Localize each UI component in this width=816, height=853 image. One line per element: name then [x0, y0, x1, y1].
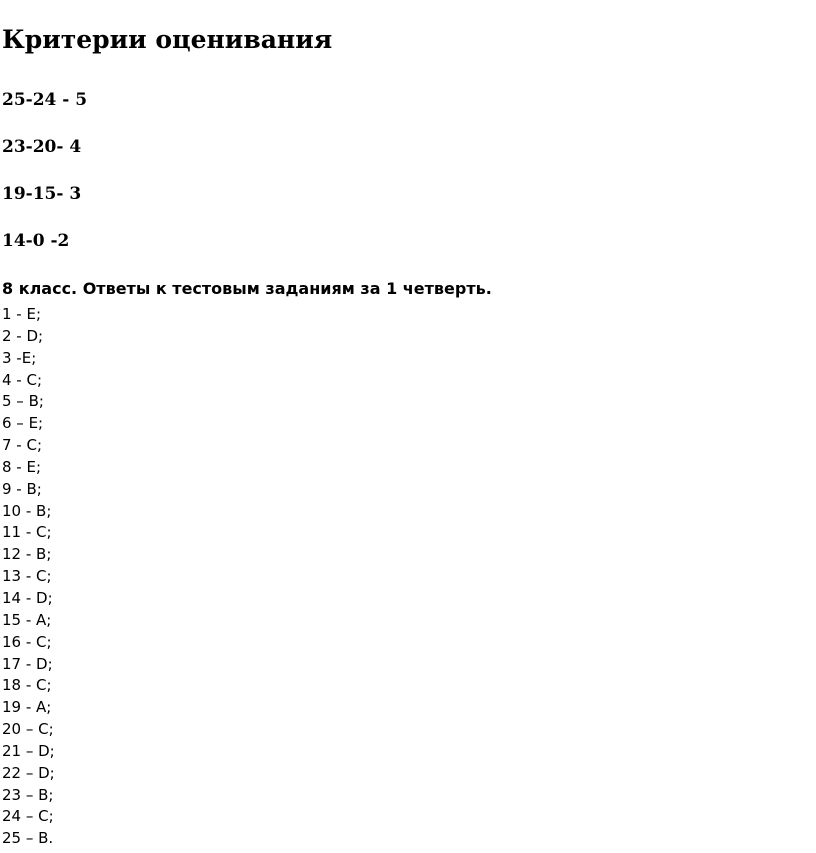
criteria-item: 19-15- 3: [2, 184, 82, 204]
answer-item: 24 – C;: [2, 807, 54, 826]
answer-item: 22 – D;: [2, 763, 55, 782]
answers-heading: 8 класс. Ответы к тестовым заданиям за 1 четверть.: [2, 279, 492, 298]
answer-item: 6 – E;: [2, 414, 44, 433]
answer-item: 3 -E;: [2, 348, 37, 367]
answer-item: 8 - E;: [2, 457, 42, 476]
answer-item: 15 - A;: [2, 610, 52, 629]
answer-item: 4 - C;: [2, 370, 43, 389]
answer-item: 7 - C;: [2, 436, 43, 455]
answer-item: 17 - D;: [2, 654, 53, 673]
answer-item: 1 - E;: [2, 305, 42, 323]
criteria-list: [2, 88, 87, 276]
criteria-item: 25-24 - 5: [2, 90, 88, 110]
answer-item: 21 – D;: [2, 741, 55, 760]
answer-item: 13 - C;: [2, 567, 52, 586]
answer-item: 23 – B;: [2, 785, 54, 804]
answer-item: 25 – B.: [2, 829, 54, 848]
page-title: Критерии оценивания: [2, 25, 333, 54]
answer-item: 16 - C;: [2, 632, 52, 651]
answer-item: 18 - C;: [2, 676, 52, 695]
answer-item: 14 - D;: [2, 588, 53, 607]
answer-item: 5 – B;: [2, 392, 44, 411]
answer-item: 2 - D;: [2, 326, 44, 345]
answer-item: 10 - B;: [2, 501, 52, 520]
answer-item: 12 - B;: [2, 545, 52, 564]
answer-item: 9 - B;: [2, 479, 42, 498]
answer-item: 20 – C;: [2, 720, 54, 739]
answer-item: 11 - C;: [2, 523, 52, 542]
answers-list: [2, 304, 55, 850]
criteria-item: 14-0 -2: [2, 231, 70, 251]
criteria-item: 23-20- 4: [2, 137, 82, 157]
answer-item: 19 - A;: [2, 698, 52, 717]
